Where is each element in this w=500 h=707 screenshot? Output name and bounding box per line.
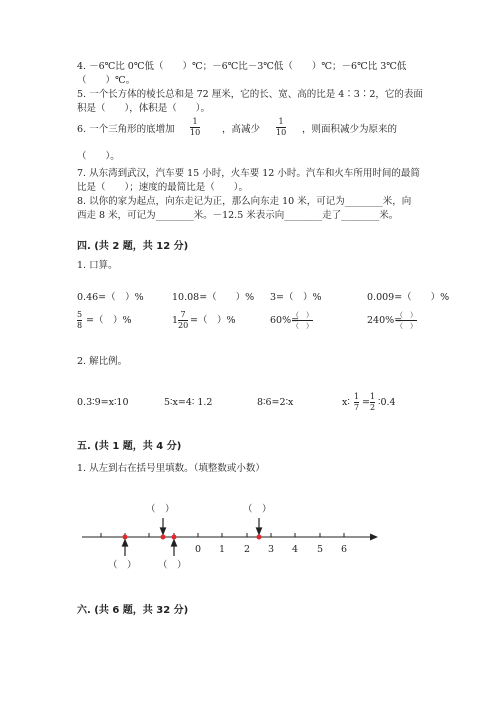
answer-paren-top-b: （ ） [146, 504, 175, 515]
calc-3: 3=（ ）% [270, 292, 322, 303]
proportion-4-fraction-1: 1 7 [354, 392, 360, 412]
proportion-3: 8∶6=2∶x [257, 397, 294, 408]
tick-label-0: 0 [195, 544, 202, 555]
q6-middle: ，高减少 [222, 124, 261, 135]
proportion-4-fraction-2: 1 2 [370, 392, 376, 412]
tick-label-6: 6 [341, 544, 348, 555]
calc-60-percent-fraction: （ ） （ ） [292, 311, 313, 330]
q6-fraction-1: 1 10 [190, 117, 201, 137]
answer-paren-bottom-a: （ ） [108, 560, 137, 571]
arrow-down-d-head [257, 528, 262, 534]
q7-line1: 7. 从东湾到武汉，汽车要 15 小时，火车要 12 小时。汽车和火车所用时间的最简 [77, 168, 420, 179]
tick-label-3: 3 [268, 544, 275, 555]
section-5-q1: 1. 从左到右在括号里填数。（填整数或小数） [77, 463, 265, 474]
calc-mixed-fraction: 7 20 [178, 310, 189, 330]
proportion-2: 5∶x=4∶ 1.2 [164, 397, 213, 408]
answer-paren-top-d: （ ） [243, 504, 272, 515]
q6-suffix: ，则面积减少为原来的 [302, 124, 398, 135]
proportion-4-b: = [362, 397, 370, 408]
section-5-title: 五. (共 1 题，共 4 分) [77, 441, 182, 452]
calc-240-percent-left: 240%= [367, 315, 403, 326]
calc-10-08: 10.08=（ ）% [172, 292, 255, 303]
calc-0-46: 0.46=（ ）% [77, 292, 144, 303]
q7-line2: 比是（ ）；速度的最简比是（ ）。 [77, 182, 249, 193]
section-6-title: 六. (共 6 题，共 32 分) [77, 605, 189, 616]
q8-line2: 西走 8 米，可记为________米。－12.5 米表示向________走了________米。 [77, 210, 399, 221]
calc-240-percent-fraction: （ ） （ ） [396, 311, 417, 330]
q4-line2: （ ）℃。 [77, 75, 136, 86]
calc-0-009: 0.009=（ ）% [367, 292, 450, 303]
tick-label-1: 1 [219, 544, 226, 555]
q5-line1: 5. 一个长方体的棱长总和是 72 厘米，它的长、宽、高的比是 4∶3∶2，它的表面 [77, 89, 423, 100]
q6-prefix: 6. 一个三角形的底增加 [77, 124, 175, 135]
calc-60-percent-left: 60%= [270, 315, 300, 326]
section-4-title: 四. (共 2 题，共 12 分) [77, 241, 189, 252]
q6-line2: （ ）。 [77, 151, 120, 162]
q6-fraction-2: 1 10 [276, 117, 287, 137]
calc-mixed-rest: =（ ）% [190, 315, 236, 326]
q4-line1: 4. －6℃比 0℃低（ ）℃；－6℃比－3℃低（ ）℃；－6℃比 3℃低 [77, 61, 407, 72]
proportion-4-c: ∶0.4 [378, 397, 396, 408]
arrow-up-c-head [172, 540, 177, 546]
q5-line2: 积是（ ），体积是（ ）。 [77, 103, 211, 114]
number-line-ticks [101, 533, 344, 537]
arrow-up-a-head [123, 540, 128, 546]
tick-label-4: 4 [292, 544, 299, 555]
tick-label-2: 2 [244, 544, 251, 555]
section-4-q1: 1. 口算。 [77, 260, 118, 271]
number-line-arrowhead [370, 534, 378, 541]
arrow-down-b-head [161, 528, 166, 534]
calc-mixed-whole: 1 [172, 315, 179, 326]
q8-line1: 8. 以你的家为起点，向东走记为正，那么向东走 10 米，可记为________米，向 [77, 196, 412, 207]
proportion-1: 0.3∶9=x∶10 [77, 397, 129, 408]
proportion-4-a: x∶ [342, 397, 350, 408]
section-4-q2: 2. 解比例。 [77, 356, 128, 367]
calc-five-eighths-fraction: 5 8 [77, 310, 83, 330]
calc-five-eighths-rest: =（ ）% [86, 315, 132, 326]
tick-label-5: 5 [317, 544, 324, 555]
answer-paren-bottom-c: （ ） [158, 560, 187, 571]
